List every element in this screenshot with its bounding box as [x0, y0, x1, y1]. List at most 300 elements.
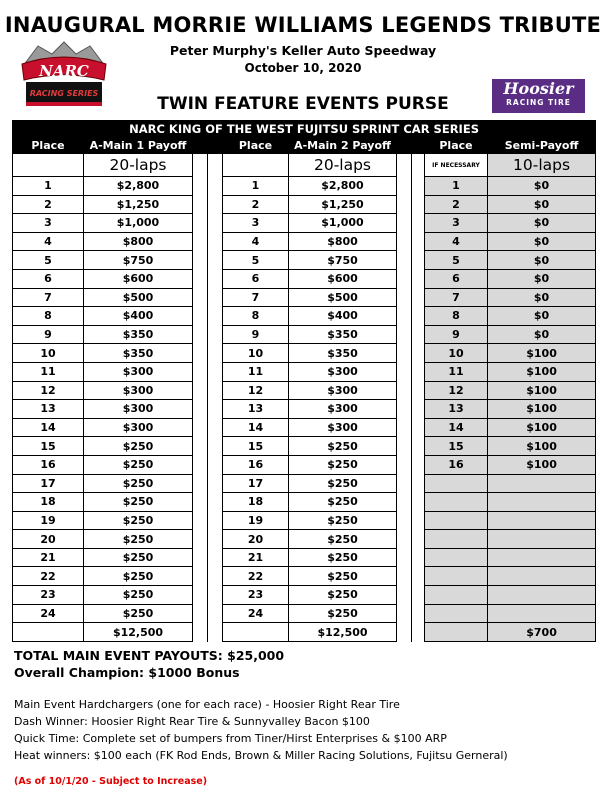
place-a-main-2: 10	[223, 344, 289, 363]
payout-row	[13, 604, 596, 623]
payoff-a-main-2: $1,250	[289, 195, 397, 214]
payoff-a-main-1: $250	[84, 493, 193, 512]
place-a-main-1: 18	[13, 493, 84, 512]
payoff-a-main-1: $250	[84, 455, 193, 474]
note-dash-winner: Dash Winner: Hoosier Right Rear Tire & Sunnyvalley Bacon $100	[14, 715, 370, 728]
spacer-cell	[208, 493, 223, 512]
spacer-cell	[412, 154, 425, 177]
place-a-main-2: 24	[223, 604, 289, 623]
payoff-a-main-2: $400	[289, 307, 397, 326]
payoff-semi: $100	[488, 362, 596, 381]
place-a-main-2: 7	[223, 288, 289, 307]
payoff-a-main-1: $1,250	[84, 195, 193, 214]
place-a-main-1: 24	[13, 604, 84, 623]
header-place-3: Place	[425, 138, 488, 154]
payout-row	[13, 548, 596, 567]
place-a-main-1: 7	[13, 288, 84, 307]
place-semi: 12	[425, 381, 488, 400]
spacer-cell	[193, 232, 208, 251]
spacer-cell	[397, 325, 412, 344]
spacer-cell	[208, 623, 223, 642]
disclaimer: (As of 10/1/20 - Subject to Increase)	[14, 776, 208, 787]
spacer-cell	[193, 344, 208, 363]
spacer-cell	[193, 251, 208, 270]
payoff-a-main-2: $250	[289, 586, 397, 605]
place-a-main-2: 12	[223, 381, 289, 400]
payoff-a-main-1: $250	[84, 530, 193, 549]
spacer-cell	[397, 474, 412, 493]
spacer-cell	[412, 307, 425, 326]
spacer-cell	[208, 604, 223, 623]
spacer-cell	[397, 381, 412, 400]
spacer-cell	[397, 307, 412, 326]
payoff-semi: $0	[488, 232, 596, 251]
place-semi: 6	[425, 269, 488, 288]
spacer-cell	[193, 269, 208, 288]
spacer-cell	[208, 269, 223, 288]
place-semi: 11	[425, 362, 488, 381]
place-semi: 16	[425, 455, 488, 474]
spacer-cell	[208, 437, 223, 456]
payoff-a-main-2: $250	[289, 455, 397, 474]
note-hardchargers: Main Event Hardchargers (one for each race) - Hoosier Right Rear Tire	[14, 698, 400, 711]
place-semi: 5	[425, 251, 488, 270]
semi-empty	[425, 511, 488, 530]
spacer-cell	[412, 623, 425, 642]
payout-row	[13, 288, 596, 307]
spacer-cell	[193, 437, 208, 456]
payoff-a-main-1: $250	[84, 437, 193, 456]
header-a-main-2: A-Main 2 Payoff	[289, 138, 397, 154]
payout-row	[13, 195, 596, 214]
payoff-a-main-1: $800	[84, 232, 193, 251]
payoff-a-main-1: $250	[84, 548, 193, 567]
semi-empty	[488, 548, 596, 567]
payoff-a-main-2: $250	[289, 474, 397, 493]
payoff-a-main-2: $250	[289, 604, 397, 623]
spacer-cell	[412, 474, 425, 493]
spacer-cell	[412, 177, 425, 196]
payout-row	[13, 325, 596, 344]
payout-row	[13, 177, 596, 196]
header-a-main-1: A-Main 1 Payoff	[84, 138, 193, 154]
payoff-a-main-1: $300	[84, 400, 193, 419]
payoff-a-main-2: $1,000	[289, 214, 397, 233]
spacer-cell	[208, 214, 223, 233]
spacer-cell	[208, 154, 223, 177]
place-a-main-1: 6	[13, 269, 84, 288]
spacer-cell	[397, 288, 412, 307]
spacer-cell	[193, 362, 208, 381]
laps-blank	[223, 154, 289, 177]
place-a-main-2: 15	[223, 437, 289, 456]
payout-row	[13, 344, 596, 363]
totals-row	[13, 623, 596, 642]
spacer-cell	[397, 177, 412, 196]
payoff-a-main-2: $250	[289, 493, 397, 512]
spacer-cell	[412, 251, 425, 270]
spacer-cell	[397, 214, 412, 233]
place-a-main-1: 14	[13, 418, 84, 437]
laps-blank	[13, 154, 84, 177]
spacer-cell	[193, 307, 208, 326]
place-a-main-1: 10	[13, 344, 84, 363]
hoosier-logo	[492, 79, 585, 113]
semi-empty	[425, 548, 488, 567]
if-necessary-label: IF NECESSARY	[425, 154, 488, 177]
spacer-cell	[208, 474, 223, 493]
payoff-semi: $0	[488, 269, 596, 288]
spacer-cell	[208, 567, 223, 586]
place-a-main-1: 12	[13, 381, 84, 400]
semi-empty	[488, 586, 596, 605]
payoff-a-main-2: $300	[289, 400, 397, 419]
place-a-main-1: 8	[13, 307, 84, 326]
spacer-cell	[397, 269, 412, 288]
spacer-cell	[193, 604, 208, 623]
place-a-main-2: 19	[223, 511, 289, 530]
spacer-cell	[208, 307, 223, 326]
event-date: October 10, 2020	[244, 61, 362, 75]
spacer-cell	[208, 362, 223, 381]
place-a-main-1: 20	[13, 530, 84, 549]
total-main-payouts: TOTAL MAIN EVENT PAYOUTS: $25,000	[14, 648, 285, 663]
place-a-main-2: 22	[223, 567, 289, 586]
laps-row	[13, 154, 596, 177]
payout-row	[13, 474, 596, 493]
payoff-a-main-1: $350	[84, 344, 193, 363]
place-a-main-1: 1	[13, 177, 84, 196]
payoff-a-main-2: $2,800	[289, 177, 397, 196]
header-semi: Semi-Payoff	[488, 138, 596, 154]
header-spacer	[193, 138, 223, 154]
place-a-main-1: 2	[13, 195, 84, 214]
place-a-main-1: 3	[13, 214, 84, 233]
semi-empty	[488, 604, 596, 623]
payoff-a-main-1: $250	[84, 567, 193, 586]
place-a-main-1: 23	[13, 586, 84, 605]
payoff-semi: $0	[488, 251, 596, 270]
payoff-a-main-1: $300	[84, 418, 193, 437]
payout-row	[13, 251, 596, 270]
place-a-main-2: 20	[223, 530, 289, 549]
semi-empty	[425, 474, 488, 493]
total-a-main-2: $12,500	[289, 623, 397, 642]
spacer-cell	[397, 511, 412, 530]
spacer-cell	[193, 325, 208, 344]
spacer-cell	[397, 195, 412, 214]
place-a-main-2: 23	[223, 586, 289, 605]
header-place-1: Place	[13, 138, 84, 154]
total-a-main-1: $12,500	[84, 623, 193, 642]
place-a-main-1: 4	[13, 232, 84, 251]
place-a-main-1: 22	[13, 567, 84, 586]
place-a-main-1: 16	[13, 455, 84, 474]
spacer-cell	[397, 548, 412, 567]
note-quick-time: Quick Time: Complete set of bumpers from Tiner/Hirst Enterprises & $100 ARP	[14, 732, 447, 745]
semi-empty	[425, 493, 488, 512]
place-a-main-2: 1	[223, 177, 289, 196]
spacer-cell	[193, 400, 208, 419]
place-semi: 14	[425, 418, 488, 437]
spacer-cell	[412, 604, 425, 623]
spacer-cell	[412, 548, 425, 567]
spacer-cell	[397, 400, 412, 419]
spacer-cell	[193, 511, 208, 530]
payout-row	[13, 232, 596, 251]
place-a-main-2: 14	[223, 418, 289, 437]
payout-row	[13, 269, 596, 288]
spacer-cell	[412, 437, 425, 456]
payout-row	[13, 511, 596, 530]
spacer-cell	[208, 455, 223, 474]
semi-empty	[425, 567, 488, 586]
spacer-cell	[397, 623, 412, 642]
spacer-cell	[412, 288, 425, 307]
spacer-cell	[412, 567, 425, 586]
series-title: NARC KING OF THE WEST FUJITSU SPRINT CAR SERIES	[13, 121, 596, 138]
place-semi: 8	[425, 307, 488, 326]
payoff-a-main-1: $750	[84, 251, 193, 270]
payoff-a-main-2: $600	[289, 269, 397, 288]
spacer-cell	[208, 548, 223, 567]
payoff-a-main-1: $250	[84, 474, 193, 493]
place-a-main-1: 9	[13, 325, 84, 344]
place-a-main-2: 9	[223, 325, 289, 344]
semi-empty	[488, 511, 596, 530]
place-a-main-1: 21	[13, 548, 84, 567]
spacer-cell	[397, 437, 412, 456]
spacer-cell	[193, 548, 208, 567]
spacer-cell	[397, 362, 412, 381]
payoff-a-main-1: $250	[84, 604, 193, 623]
spacer-cell	[397, 567, 412, 586]
payout-row	[13, 381, 596, 400]
payoff-a-main-1: $250	[84, 586, 193, 605]
place-semi: 1	[425, 177, 488, 196]
spacer-cell	[412, 493, 425, 512]
spacer-cell	[208, 418, 223, 437]
payoff-a-main-2: $250	[289, 548, 397, 567]
payout-row	[13, 586, 596, 605]
spacer-cell	[412, 418, 425, 437]
narc-logo	[18, 40, 110, 110]
semi-empty	[425, 604, 488, 623]
spacer-cell	[412, 381, 425, 400]
spacer-cell	[397, 455, 412, 474]
hoosier-logo-subtext: RACING TIRE	[506, 98, 571, 107]
payout-row	[13, 530, 596, 549]
spacer-cell	[193, 177, 208, 196]
overall-champion-bonus: Overall Champion: $1000 Bonus	[14, 665, 240, 680]
spacer-cell	[412, 269, 425, 288]
spacer-cell	[397, 493, 412, 512]
place-a-main-1: 15	[13, 437, 84, 456]
payoff-a-main-1: $350	[84, 325, 193, 344]
semi-empty	[488, 493, 596, 512]
payoff-a-main-2: $350	[289, 344, 397, 363]
column-header-row	[13, 138, 596, 154]
spacer-cell	[193, 195, 208, 214]
spacer-cell	[412, 214, 425, 233]
payoff-a-main-1: $600	[84, 269, 193, 288]
totals-blank	[223, 623, 289, 642]
payoff-a-main-1: $400	[84, 307, 193, 326]
payoff-semi: $100	[488, 400, 596, 419]
spacer-cell	[193, 381, 208, 400]
place-a-main-2: 21	[223, 548, 289, 567]
payoff-a-main-2: $750	[289, 251, 397, 270]
semi-empty	[488, 567, 596, 586]
spacer-cell	[412, 400, 425, 419]
spacer-cell	[397, 232, 412, 251]
payout-row	[13, 418, 596, 437]
payoff-semi: $100	[488, 455, 596, 474]
place-a-main-1: 11	[13, 362, 84, 381]
payoff-a-main-2: $350	[289, 325, 397, 344]
spacer-cell	[208, 530, 223, 549]
spacer-cell	[193, 586, 208, 605]
payoff-semi: $100	[488, 418, 596, 437]
spacer-cell	[397, 344, 412, 363]
place-semi: 7	[425, 288, 488, 307]
header-place-2: Place	[223, 138, 289, 154]
place-a-main-1: 5	[13, 251, 84, 270]
laps-a-main-1: 20-laps	[84, 154, 193, 177]
payoff-a-main-2: $300	[289, 381, 397, 400]
spacer-cell	[208, 251, 223, 270]
payout-row	[13, 493, 596, 512]
place-a-main-2: 13	[223, 400, 289, 419]
spacer-cell	[208, 586, 223, 605]
place-semi: 9	[425, 325, 488, 344]
spacer-cell	[208, 195, 223, 214]
place-a-main-2: 16	[223, 455, 289, 474]
place-semi: 2	[425, 195, 488, 214]
place-semi: 15	[425, 437, 488, 456]
spacer-cell	[412, 511, 425, 530]
place-a-main-1: 17	[13, 474, 84, 493]
payout-row	[13, 400, 596, 419]
hoosier-logo-text: Hoosier	[503, 79, 574, 98]
spacer-cell	[193, 493, 208, 512]
place-a-main-2: 3	[223, 214, 289, 233]
payoff-semi: $0	[488, 307, 596, 326]
spacer-cell	[193, 530, 208, 549]
semi-empty	[488, 530, 596, 549]
spacer-cell	[397, 604, 412, 623]
spacer-cell	[208, 232, 223, 251]
spacer-cell	[208, 381, 223, 400]
laps-semi: 10-laps	[488, 154, 596, 177]
payoff-a-main-2: $800	[289, 232, 397, 251]
place-a-main-2: 5	[223, 251, 289, 270]
payoff-semi: $0	[488, 214, 596, 233]
place-a-main-1: 13	[13, 400, 84, 419]
place-a-main-2: 18	[223, 493, 289, 512]
spacer-cell	[208, 177, 223, 196]
venue-name: Peter Murphy's Keller Auto Speedway	[169, 43, 437, 58]
note-heat-winners: Heat winners: $100 each (FK Rod Ends, Brown & Miller Racing Solutions, Fujitsu Gerneral)	[14, 749, 508, 762]
payoff-a-main-2: $250	[289, 530, 397, 549]
payout-row	[13, 307, 596, 326]
semi-empty	[488, 474, 596, 493]
spacer-cell	[397, 530, 412, 549]
spacer-cell	[412, 232, 425, 251]
spacer-cell	[193, 214, 208, 233]
spacer-cell	[208, 288, 223, 307]
place-semi: 13	[425, 400, 488, 419]
spacer-cell	[193, 418, 208, 437]
payoff-a-main-1: $500	[84, 288, 193, 307]
spacer-cell	[208, 325, 223, 344]
place-a-main-2: 2	[223, 195, 289, 214]
payoff-semi: $100	[488, 437, 596, 456]
spacer-cell	[397, 251, 412, 270]
payout-row	[13, 214, 596, 233]
place-semi: 10	[425, 344, 488, 363]
payoff-a-main-2: $250	[289, 437, 397, 456]
totals-blank	[13, 623, 84, 642]
spacer-cell	[193, 474, 208, 493]
totals-blank	[425, 623, 488, 642]
spacer-cell	[412, 530, 425, 549]
payout-row	[13, 455, 596, 474]
payoff-a-main-2: $250	[289, 511, 397, 530]
place-a-main-1: 19	[13, 511, 84, 530]
purse-table	[12, 120, 596, 642]
payoff-a-main-1: $300	[84, 381, 193, 400]
place-a-main-2: 4	[223, 232, 289, 251]
spacer-cell	[412, 586, 425, 605]
spacer-cell	[397, 586, 412, 605]
payoff-semi: $0	[488, 195, 596, 214]
spacer-cell	[193, 623, 208, 642]
laps-a-main-2: 20-laps	[289, 154, 397, 177]
spacer-cell	[412, 455, 425, 474]
place-semi: 4	[425, 232, 488, 251]
spacer-cell	[412, 344, 425, 363]
payoff-a-main-2: $250	[289, 567, 397, 586]
spacer-cell	[193, 288, 208, 307]
payoff-semi: $100	[488, 381, 596, 400]
narc-logo-subtext: RACING SERIES	[29, 89, 99, 98]
spacer-cell	[397, 418, 412, 437]
payoff-a-main-2: $300	[289, 362, 397, 381]
event-title: INAUGURAL MORRIE WILLIAMS LEGENDS TRIBUTE	[4, 13, 602, 37]
payoff-a-main-1: $1,000	[84, 214, 193, 233]
place-a-main-2: 6	[223, 269, 289, 288]
spacer-cell	[193, 567, 208, 586]
payoff-a-main-1: $2,800	[84, 177, 193, 196]
payoff-semi: $100	[488, 344, 596, 363]
payoff-a-main-2: $500	[289, 288, 397, 307]
payoff-semi: $0	[488, 177, 596, 196]
payout-row	[13, 362, 596, 381]
spacer-cell	[208, 400, 223, 419]
spacer-cell	[397, 154, 412, 177]
payoff-a-main-1: $300	[84, 362, 193, 381]
place-a-main-2: 17	[223, 474, 289, 493]
place-a-main-2: 8	[223, 307, 289, 326]
series-title-row	[13, 121, 596, 138]
payoff-semi: $0	[488, 288, 596, 307]
spacer-cell	[193, 154, 208, 177]
semi-empty	[425, 586, 488, 605]
place-a-main-2: 11	[223, 362, 289, 381]
semi-empty	[425, 530, 488, 549]
payoff-semi: $0	[488, 325, 596, 344]
